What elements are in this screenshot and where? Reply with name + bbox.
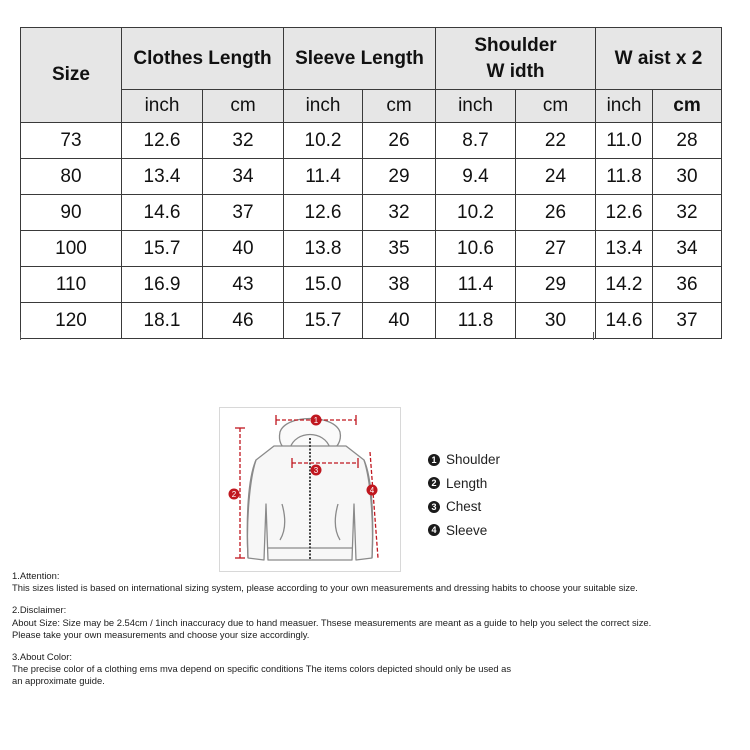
table-row [21,195,722,231]
cell-value: 15.7 [284,303,363,339]
marker-2-text: 2 [231,490,237,499]
cell-value: 40 [203,231,284,267]
cell-value: 32 [203,123,284,159]
unit-header: cm [516,90,596,123]
jacket-measurement-diagram [219,407,401,572]
note-title: 2.Disclaimer: [12,604,67,616]
cell-value: 38 [363,267,436,303]
table-row [21,231,722,267]
table-edge-tick [20,332,21,340]
cell-value: 15.0 [284,267,363,303]
size-notes [12,570,740,698]
note-title: 1.Attention: [12,570,60,581]
unit-header: inch [122,90,203,123]
cell-value: 11.4 [284,159,363,195]
legend-label: Shoulder [446,452,501,468]
note-text: The precise color of a clothing ems mva depend on specific conditions The items colors depicted should only be used as [12,663,512,675]
legend-label: Length [446,475,488,491]
table-edge-tick [593,332,594,340]
cell-value: 24 [516,159,596,195]
cell-size: 73 [21,123,122,159]
cell-value: 37 [653,303,722,339]
cell-value: 11.4 [436,267,516,303]
header-shoulder-width [436,28,596,90]
cell-value: 13.8 [284,231,363,267]
header-sleeve-length: Sleeve Length [284,28,436,90]
cell-value: 14.2 [596,267,653,303]
cell-value: 13.4 [596,231,653,267]
jacket-illustration [220,408,400,571]
cell-value: 34 [203,159,284,195]
legend-item-chest [428,495,500,519]
unit-header: cm [653,90,722,123]
cell-value: 11.8 [436,303,516,339]
cell-value: 11.8 [596,159,653,195]
unit-header: inch [284,90,363,123]
cell-size: 110 [21,267,122,303]
legend-number: 1 [428,454,440,466]
cell-value: 13.4 [122,159,203,195]
cell-value: 35 [363,231,436,267]
cell-value: 14.6 [596,303,653,339]
cell-size: 80 [21,159,122,195]
cell-value: 29 [363,159,436,195]
unit-header: cm [363,90,436,123]
cell-value: 10.2 [436,195,516,231]
note-color [12,651,740,688]
header-waist: W aist x 2 [596,28,722,90]
size-chart-table [20,27,722,339]
note-text: About Size: Size may be 2.54cm / 1inch inaccuracy due to hand measuer. Thsese measurements are meant as a guide to help you select the correct size. [12,616,652,628]
measurement-legend [428,448,500,542]
header-size: Size [21,28,122,123]
cell-value: 32 [653,195,722,231]
cell-value: 9.4 [436,159,516,195]
header-shoulder-width-line2: W idth [486,60,545,82]
cell-size: 100 [21,231,122,267]
cell-value: 37 [203,195,284,231]
legend-number: 2 [428,477,440,489]
unit-header: inch [596,90,653,123]
measure-marker-2 [229,489,240,500]
note-attention [12,570,740,594]
cell-value: 22 [516,123,596,159]
cell-value: 30 [516,303,596,339]
cell-value: 43 [203,267,284,303]
note-text: an approximate guide. [12,675,105,687]
note-disclaimer [12,604,740,641]
cell-value: 32 [363,195,436,231]
cell-value: 30 [653,159,722,195]
cell-value: 12.6 [596,195,653,231]
measure-marker-4 [367,485,378,496]
legend-number: 3 [428,501,440,513]
header-shoulder-width-line1: Shoulder [474,34,557,56]
cell-value: 29 [516,267,596,303]
cell-value: 46 [203,303,284,339]
table-row [21,123,722,159]
table-row [21,159,722,195]
cell-value: 12.6 [122,123,203,159]
legend-label: Chest [446,499,482,515]
note-text: This sizes listed is based on international sizing system, please according to your own measurements and dressing habits to choose your suitable size. [12,582,638,594]
measure-marker-3 [311,465,322,476]
unit-header: inch [436,90,516,123]
cell-value: 10.2 [284,123,363,159]
cell-value: 36 [653,267,722,303]
legend-item-length [428,472,500,496]
legend-item-sleeve [428,519,500,543]
marker-1-text: 1 [313,416,319,425]
cell-value: 12.6 [284,195,363,231]
legend-number: 4 [428,524,440,536]
marker-4-text: 4 [369,486,375,495]
table-row [21,267,722,303]
measure-marker-1 [311,415,322,426]
cell-value: 14.6 [122,195,203,231]
note-text: Please take your own measurements and choose your size accordingly. [12,628,310,640]
cell-size: 120 [21,303,122,339]
note-title: 3.About Color: [12,651,72,663]
cell-value: 18.1 [122,303,203,339]
legend-label: Sleeve [446,522,488,538]
header-clothes-length: Clothes Length [122,28,284,90]
cell-value: 16.9 [122,267,203,303]
cell-size: 90 [21,195,122,231]
marker-3-text: 3 [313,466,319,475]
cell-value: 27 [516,231,596,267]
cell-value: 15.7 [122,231,203,267]
unit-header: cm [203,90,284,123]
cell-value: 11.0 [596,123,653,159]
cell-value: 26 [516,195,596,231]
cell-value: 28 [653,123,722,159]
legend-item-shoulder [428,448,500,472]
cell-value: 40 [363,303,436,339]
cell-value: 34 [653,231,722,267]
table-row [21,303,722,339]
cell-value: 8.7 [436,123,516,159]
cell-value: 26 [363,123,436,159]
cell-value: 10.6 [436,231,516,267]
